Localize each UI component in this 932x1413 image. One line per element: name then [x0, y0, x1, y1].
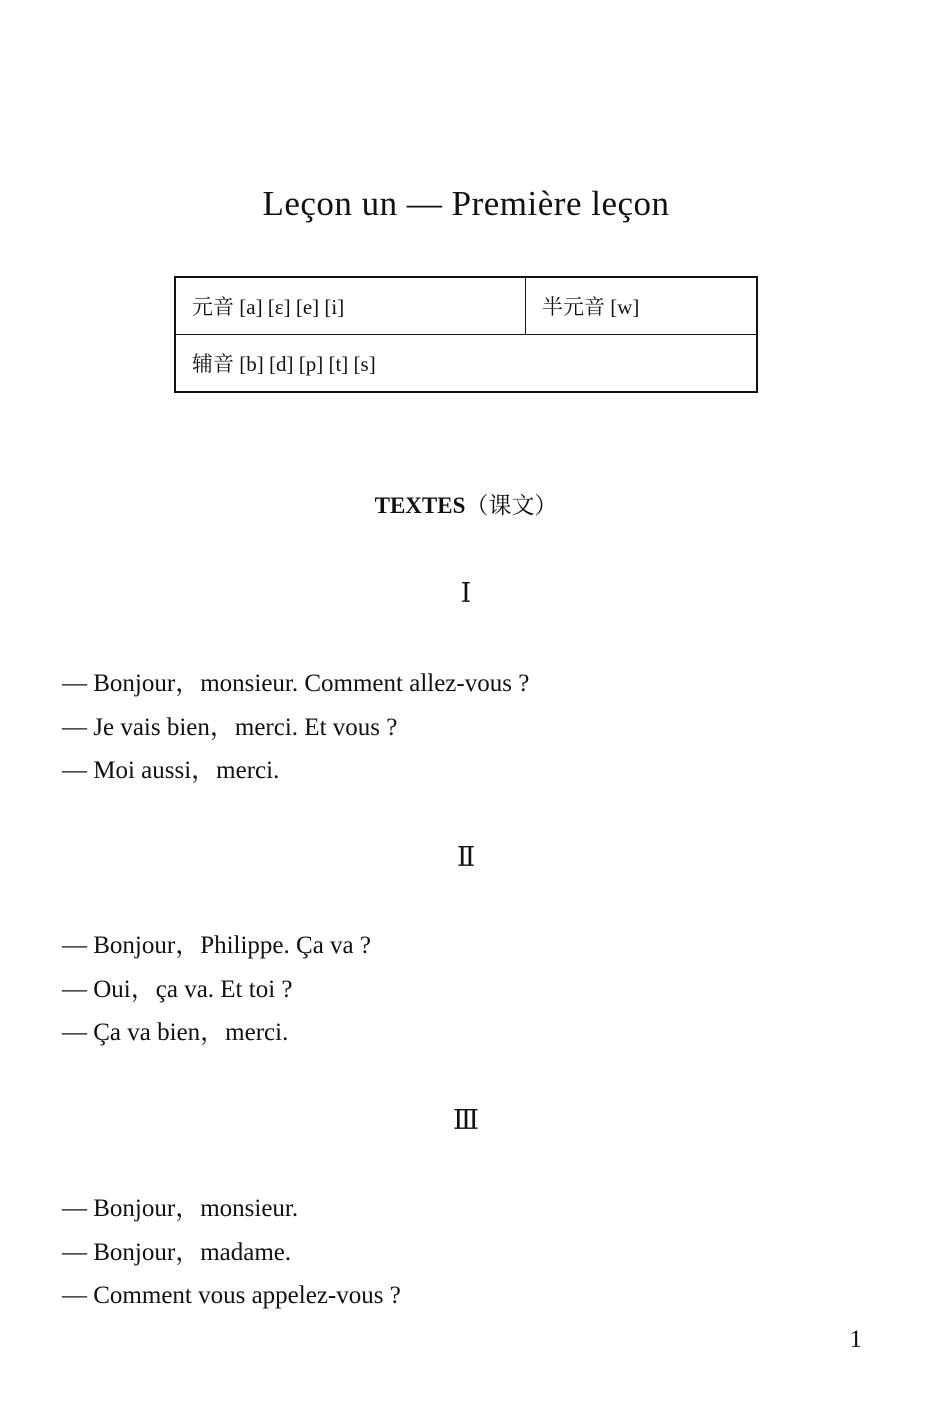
- consonants-cell: 辅音 [b] [d] [p] [t] [s]: [175, 335, 757, 393]
- texts-heading-chinese: （课文）: [465, 493, 558, 518]
- dialogue-3: [62, 1187, 882, 1318]
- dialogue-line: — Je vais bien，merci. Et vous ?: [62, 713, 398, 741]
- dialogue-line: — Bonjour，madame.: [62, 1238, 292, 1266]
- dialogue-line: — Oui，ça va. Et toi ?: [62, 975, 293, 1003]
- semivowels-cell: 半元音 [w]: [526, 277, 758, 335]
- dialogue-line: — Bonjour，monsieur.: [62, 1195, 299, 1222]
- section-numeral-2: Ⅱ: [456, 842, 476, 872]
- page-number: 1: [849, 1326, 862, 1353]
- section-numeral-3: Ⅲ: [452, 1105, 480, 1135]
- dialogue-line: — Bonjour，Philippe. Ça va ?: [62, 932, 371, 959]
- lesson-title: Leçon un — Première leçon: [262, 184, 670, 223]
- dialogue-line: — Moi aussi，merci.: [62, 757, 280, 784]
- texts-heading: [0, 490, 932, 522]
- texts-heading-label: TEXTES: [374, 493, 466, 518]
- vowels-cell: 元音 [a] [ε] [e] [i]: [175, 277, 526, 335]
- phonetics-row-vowels: [175, 277, 757, 335]
- dialogue-1: [62, 662, 882, 793]
- phonetics-row-consonants: [175, 335, 757, 393]
- phonetics-table: [174, 276, 758, 393]
- dialogue-line: — Bonjour，monsieur. Comment allez-vous ?: [62, 670, 530, 697]
- dialogue-line: — Ça va bien，merci.: [62, 1019, 289, 1046]
- dialogue-2: [62, 924, 882, 1055]
- dialogue-line: — Comment vous appelez-vous ?: [62, 1282, 401, 1309]
- section-numeral-1: Ⅰ: [460, 578, 472, 608]
